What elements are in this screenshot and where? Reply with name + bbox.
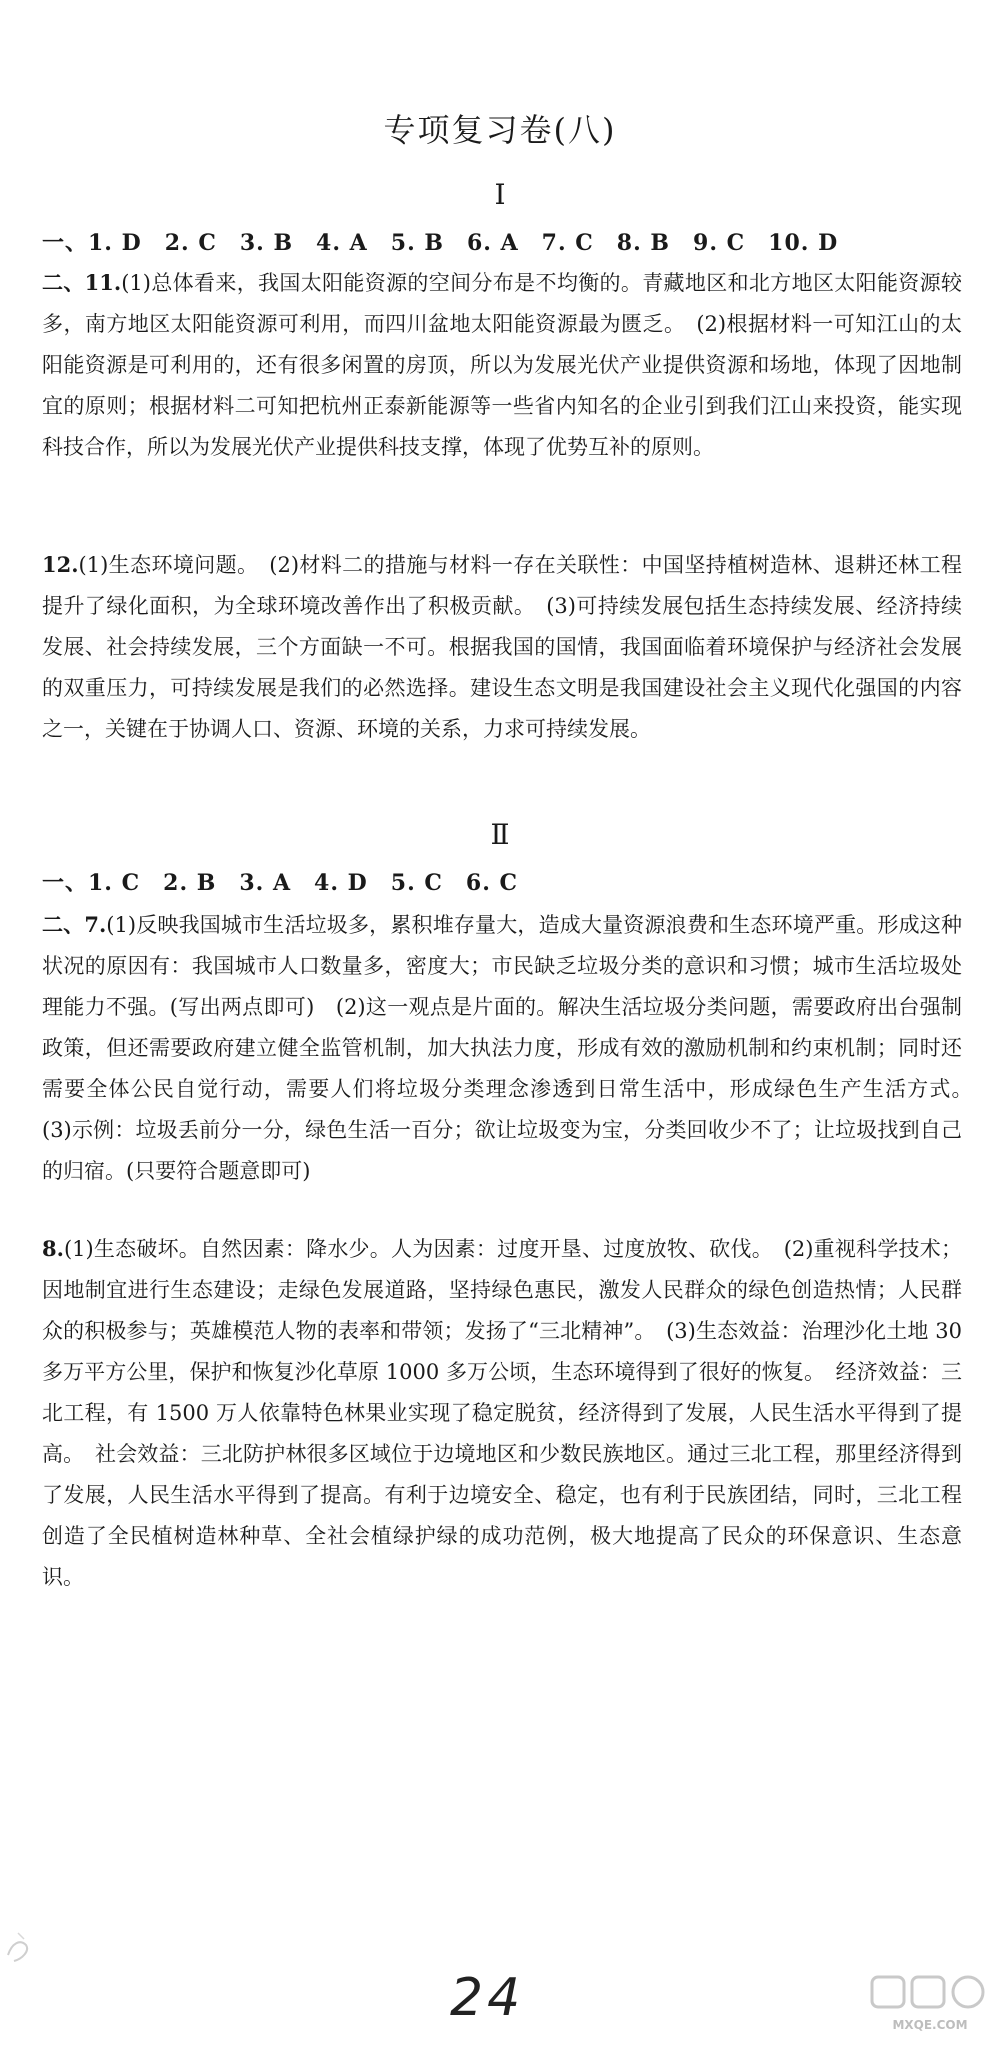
answer-q7 — [42, 904, 983, 1192]
question-number: 二、7. — [42, 912, 107, 937]
answer-text: (1)总体看来，我国太阳能资源的空间分布是不均衡的。青藏地区和北方地区太阳能资源较多，南方地区太阳能资源可利用，而四川盆地太阳能资源最为匮乏。 (2)根据材料一可知江山的太阳能资源是可利用的，还有很多闲置的房顶，所以为发展光伏产业提供资源和场地，体现了因地制宜的原则；根据材料二可知把杭州正泰新能源等一些省内知名的企业引到我们江山来投资，能实现科技合作，所以为发展光伏产业提供科技支撑，体现了优势互补的原则。 — [42, 271, 962, 459]
answer-text: (1)生态破坏。自然因素：降水少。人为因素：过度开垦、过度放牧、砍伐。 (2)重视科学技术；因地制宜进行生态建设；走绿色发展道路，坚持绿色惠民，激发人民群众的绿色创造热情；人民群众的积极参与；英雄模范人物的表率和带领；发扬了“三北精神”。 (3)生态效益：治理沙化土地 30 多万平方公里，保护和恢复沙化草原 1000 多万公顷，生态环境得到了很好的恢复。 经济效益：三北工程，有 1500 万人依靠特色林果业实现了稳定脱贫，经济得到了发展，人民生活水平得到了提高。 社会效益：三北防护林很多区域位于边境地区和少数民族地区。通过三北工程，那里经济得到了发展，人民生活水平得到了提高。有利于边境安全、稳定，也有利于民族团结，同时，三北工程创造了全民植树造林种草、全社会植绿护绿的成功范例，极大地提高了民众的环保意识、生态意识。 — [42, 1237, 962, 1589]
page-title: 专项复习卷(八) — [383, 111, 617, 149]
answer-text: (1)反映我国城市生活垃圾多，累积堆存量大，造成大量资源浪费和生态环境严重。形成这种状况的原因有：我国城市人口数量多，密度大；市民缺乏垃圾分类的意识和习惯；城市生活垃圾处理能力不强。(写出两点即可) (2)这一观点是片面的。解决生活垃圾分类问题，需要政府出台强制政策，但还需要政府建立健全监管机制，加大执法力度，形成有效的激励机制和约束机制；同时还需要全体公民自觉行动，需要人们将垃圾分类理念渗透到日常生活中，形成绿色生产生活方式。 (3)示例：垃圾丢前分一分，绿色生活一百分；欲让垃圾变为宝，分类回收少不了；让垃圾找到自己的归宿。(只要符合题意即可) — [42, 913, 983, 1183]
watermark-logo — [870, 1975, 990, 2035]
section-heading-part2: Ⅱ — [490, 818, 510, 851]
page-number: 24 — [450, 1968, 525, 2028]
choice-answers-part1: 一、1. D 2. C 3. B 4. A 5. B 6. A 7. C 8. B 9. C 10. D — [42, 230, 839, 256]
answer-q8 — [42, 1228, 962, 1598]
watermark-text: MXQE.COM — [892, 2018, 968, 2032]
answer-q11 — [42, 262, 962, 468]
scan-smudge-icon — [4, 1925, 38, 1965]
question-number: 12. — [42, 552, 79, 577]
choice-answers-part2: 一、1. C 2. B 3. A 4. D 5. C 6. C — [42, 870, 519, 896]
question-number: 二、11. — [42, 270, 122, 295]
section-heading-part1: Ⅰ — [494, 178, 506, 211]
answer-text: (1)生态环境问题。 (2)材料二的措施与材料一存在关联性：中国坚持植树造林、退耕还林工程提升了绿化面积，为全球环境改善作出了积极贡献。 (3)可持续发展包括生态持续发展、经济持续发展、社会持续发展，三个方面缺一不可。根据我国的国情，我国面临着环境保护与经济社会发展的双重压力，可持续发展是我们的必然选择。建设生态文明是我国建设社会主义现代化强国的内容之一，关键在于协调人口、资源、环境的关系，力求可持续发展。 — [42, 553, 962, 741]
answer-q12 — [42, 544, 962, 750]
question-number: 8. — [42, 1236, 64, 1261]
